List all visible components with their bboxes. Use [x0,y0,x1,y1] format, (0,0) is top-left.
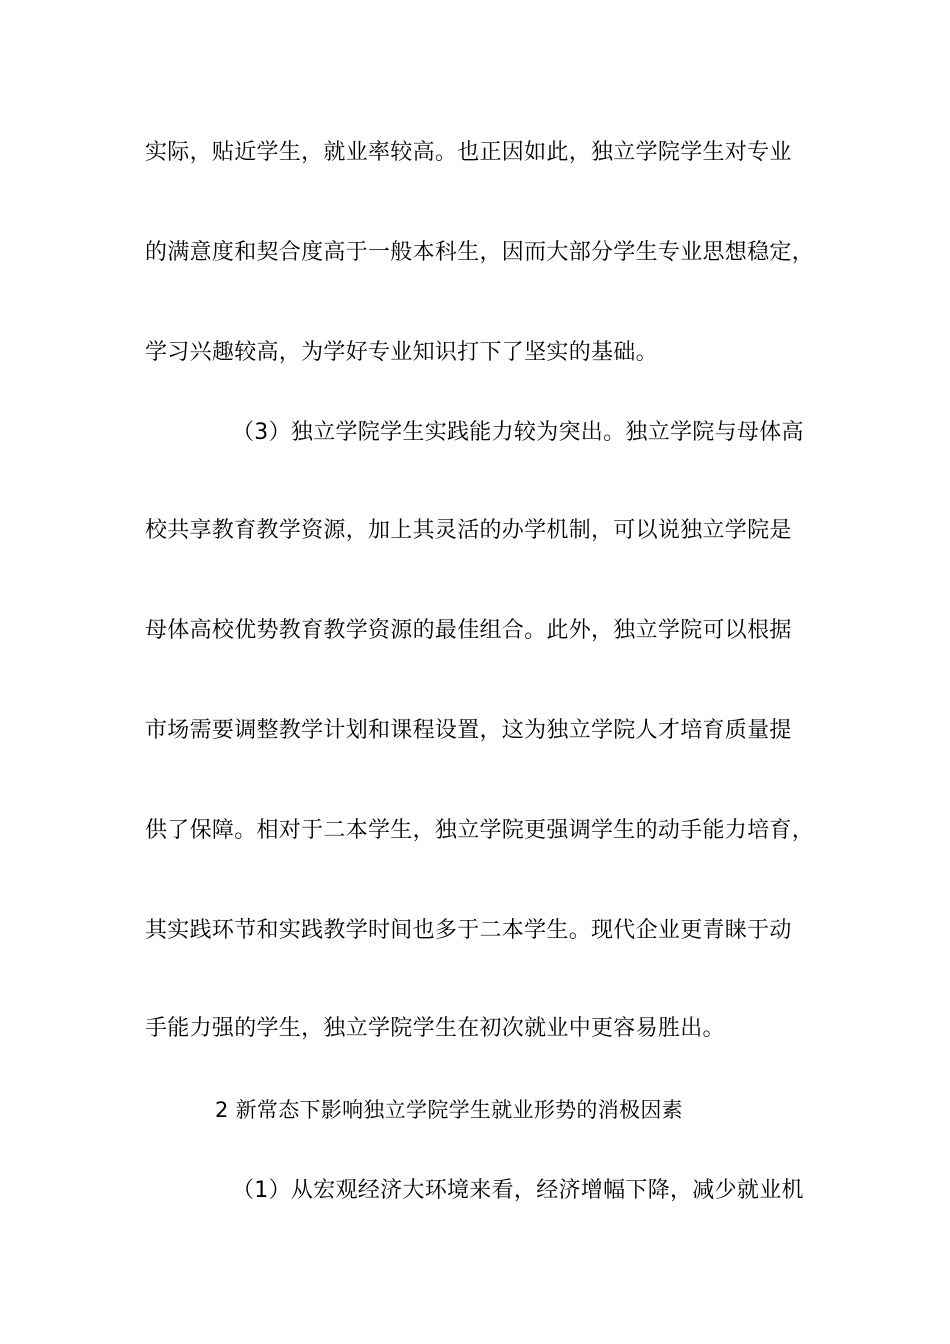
paragraph-line: 供了保障。相对于二本学生，独立学院更强调学生的动手能力培育， [145,818,815,843]
paragraph-line: 实际，贴近学生，就业率较高。也正因如此，独立学院学生对专业 [145,140,792,165]
paragraph-line: 学习兴趣较高，为学好专业知识打下了坚实的基础。 [145,340,658,365]
section-heading: 2 新常态下影响独立学院学生就业形势的消极因素 [215,1098,683,1122]
paragraph-line: 手能力强的学生，独立学院学生在初次就业中更容易胜出。 [145,1016,725,1041]
paragraph-line: 市场需要调整教学计划和课程设置，这为独立学院人才培育质量提 [145,718,792,743]
paragraph-line: 的满意度和契合度高于一般本科生，因而大部分学生专业思想稳定， [145,240,815,265]
paragraph-line: 母体高校优势教育教学资源的最佳组合。此外，独立学院可以根据 [145,618,792,643]
paragraph-line: （3）独立学院学生实践能力较为突出。独立学院与母体高 [232,420,804,445]
paragraph-line: 校共享教育教学资源，加上其灵活的办学机制，可以说独立学院是 [145,518,792,543]
paragraph-line: 其实践环节和实践教学时间也多于二本学生。现代企业更青睐于动 [145,918,792,943]
paragraph-line: （1）从宏观经济大环境来看，经济增幅下降，减少就业机 [232,1178,804,1203]
